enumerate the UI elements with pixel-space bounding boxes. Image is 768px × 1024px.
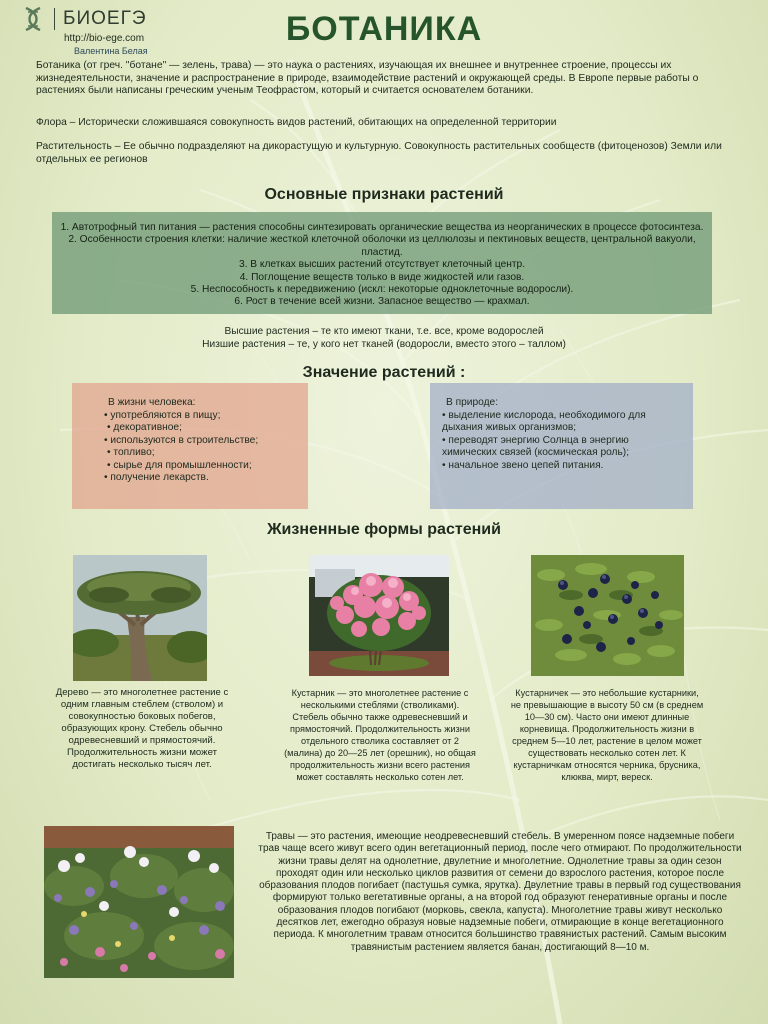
small-shrub-caption: Кустарничек — это небольшие кустарники, не превышающие в высоту 50 см (в среднем 10—30 см). Часто они имеют длинные корневища. Продолжительность жизни в среднем 5—10 лет, растение в целом может существовать несколько сотен лет. К кустарничкам относятся черника, брусника, клюква, мирт, вереск. bbox=[510, 688, 704, 782]
brand-name: БИОЕГЭ bbox=[63, 8, 147, 29]
signs-item: 6. Рост в течение всей жизни. Запасное вещество — крахмал. bbox=[234, 296, 530, 308]
shrub-caption: Кустарник — это многолетнее растение с несколькими стеблями (стволиками). Стебель обычно также одревесневший и прямостоячий. Продолжительность жизни отдельного стволика составляет от 2 (малина) до 20—25 лет (орешник), но общая продолжительность жизни всего растения может составлять несколько сотен лет. bbox=[284, 688, 476, 782]
tree-photo bbox=[73, 555, 207, 681]
plant-groups bbox=[0, 326, 768, 351]
signs-list bbox=[60, 222, 704, 309]
signs-item: 2. Особенности строения клетки: наличие жесткой клеточной оболочки из целлюлозы и пектиновых веществ, центральной вакуоли, пластид. bbox=[68, 234, 696, 258]
nature-list bbox=[442, 410, 683, 473]
human-life-list bbox=[104, 410, 298, 485]
lower-plants-text: Низшие растения – те, у кого нет тканей (водоросли, вместо этого – таллом) bbox=[202, 338, 566, 350]
herbs-description: Травы — это растения, имеющие неодревесневший стебель. В умеренном поясе надземные побеги трав чаще всего живут всего один вегетационный период, после чего отмирают. По продолжительности жизни травы делят на однолетние, двулетние и многолетние. Однолетние травы за один сезон проходят один или несколько циклов развития от семени до взрослого растения, которое после образования плодов погибает (пастушья сумка, ярутка). Двулетние травы в первый год существования формируют только вегетативные органы, а на второй год образуют генеративные органы и после образования плодов погибают (морковь, свекла, капуста). Многолетние травы живут несколько десятков лет, ежегодно образуя новые надземные побеги, отмирающие в конце вегетационного периода. К многолетним травам относится большинство травянистых растений. Самым высоким травянистым растением является банан, достигающий 8—10 м. bbox=[258, 831, 742, 953]
human-life-title: В жизни человека: bbox=[108, 397, 196, 408]
list-item: • топливо; bbox=[107, 447, 155, 458]
signs-item: 5. Неспособность к передвижению (искл: некоторые одноклеточные водоросли). bbox=[190, 284, 574, 296]
vegetation-definition: Растительность – Ее обычно подразделяют на дикорастущую и культурную. Совокупность растительных сообществ (фитоценозов) Земли или отдельных ее регионов bbox=[36, 141, 722, 165]
list-item: • переводят энергию Солнца в энергию химических связей (космическая роль); bbox=[442, 434, 630, 458]
herbs-photo bbox=[44, 826, 234, 978]
signs-item: 4. Поглощение веществ только в виде жидкостей или газов. bbox=[239, 271, 525, 283]
flora-definition: Флора – Исторически сложившаяся совокупность видов растений, обитающих на определенной территории bbox=[36, 117, 557, 128]
signs-item: 3. В клетках высших растений отсутствует клеточный центр. bbox=[238, 259, 526, 271]
blueberry-photo bbox=[531, 555, 684, 676]
nature-box bbox=[430, 383, 693, 509]
list-item: • употребляются в пищу; bbox=[104, 409, 221, 421]
page-title: БОТАНИКА bbox=[285, 10, 483, 48]
list-item: • декоративное; bbox=[107, 422, 182, 433]
signs-heading: Основные признаки растений bbox=[264, 186, 504, 203]
signs-box bbox=[52, 212, 712, 314]
shrub-photo bbox=[309, 555, 449, 676]
signs-item: 1. Автотрофный тип питания — растения способны синтезировать органические вещества из неорганических в процессе фотосинтеза. bbox=[60, 222, 704, 233]
list-item: • сырье для промышленности; bbox=[107, 459, 252, 471]
author-name: Валентина Белая bbox=[74, 46, 148, 56]
intro-text: Ботаника (от греч. "ботане" — зелень, трава) — это наука о растениях, изучающая их внешнее и внутреннее строение, процессы их жизнедеятельности, значение и распространение в природе, взаимодействие растений и окружающей среды. В Европе первые работы о растениях были написаны греческим ученым Теофрастом, который и считается основателем ботаники. bbox=[36, 60, 699, 96]
tree-caption: Дерево — это многолетнее растение с одним главным стеблем (стволом) и совокупностью боковых побегов, образующих крону. Стебель обычно одревесневший и прямостоячий. Продолжительность жизни может достигать несколько тысяч лет. bbox=[55, 687, 229, 770]
list-item: • используются в строительстве; bbox=[104, 434, 259, 446]
list-item: • выделение кислорода, необходимого для дыхания живых организмов; bbox=[442, 409, 646, 433]
higher-plants-text: Высшие растения – те кто имеют ткани, т.е. все, кроме водорослей bbox=[224, 326, 544, 337]
site-url[interactable]: http://bio-ege.com bbox=[64, 33, 145, 44]
nature-title: В природе: bbox=[446, 397, 499, 408]
human-life-box bbox=[72, 383, 308, 509]
list-item: • начальное звено цепей питания. bbox=[442, 459, 604, 471]
list-item: • получение лекарств. bbox=[104, 472, 209, 483]
life-forms-heading: Жизненные формы растений bbox=[267, 521, 501, 538]
value-heading: Значение растений : bbox=[302, 364, 466, 381]
